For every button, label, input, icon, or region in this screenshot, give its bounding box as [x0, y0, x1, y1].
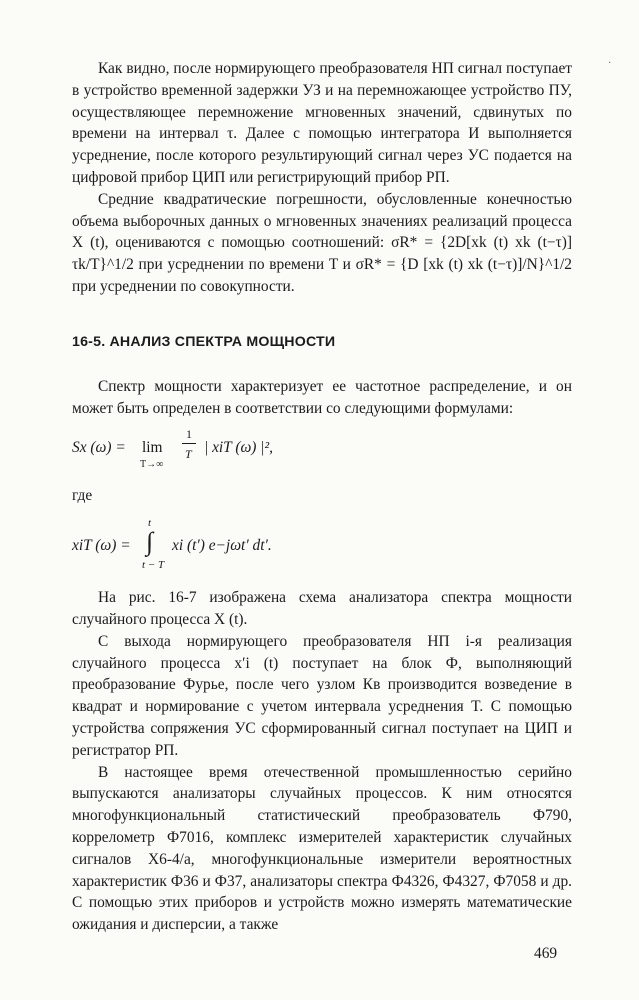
- formula-fourier: [72, 513, 572, 579]
- paragraph-2: Средние квадратические погрешности, обусловленные конечностью объема выборочных данных о мгновенных значениях реализаций процесса X (t), оцениваются с помощью соотношений: σR* = {2D[xk (t) xk (t−τ)] τk/T}^1/2 при усреднении по времени T и σR* = {D [xk (t) xk (t−τ)]/N}^1/2 при усреднении по совокупности.: [72, 190, 572, 295]
- formula-1-frac-num: 1: [186, 427, 192, 442]
- formula-2-int-lower: t − T: [142, 559, 165, 572]
- page-number: 469: [534, 945, 558, 962]
- paragraph-5: С выхода нормирующего преобразователя НП i-я реализация случайного процесса x′i (t) поступает на блок Ф, выполняющий преобразование Фурье, после чего узлом Кв производится возведение в квадрат и нормирование с учетом интервала усреднения T. С помощью устройства сопряжения УС сформированный сигнал поступает на ЦИП и регистратор РП.: [72, 632, 572, 759]
- formula-spectrum: [72, 425, 572, 481]
- where-label: где: [72, 487, 93, 505]
- paragraph-4: На рис. 16-7 изображена схема анализатора спектра мощности случайного процесса X (t).: [72, 589, 572, 628]
- section-heading: 16-5. АНАЛИЗ СПЕКТРА МОЩНОСТИ: [72, 333, 336, 350]
- formula-1-lhs: Sx (ω) =: [72, 439, 126, 457]
- paragraph-1: Как видно, после нормирующего преобразователя НП сигнал поступает в устройство временной задержки УЗ и на перемножающее устройство ПУ, осуществляющее перемножение мгновенных значений, сдвинутых по времени на интервал τ. Далее с помощью интегратора И выполняется усреднение, после которого результирующий сигнал через УС подается на цифровой прибор ЦИП или регистрирующий прибор РП.: [72, 60, 572, 186]
- formula-1-frac-bar: [182, 443, 196, 444]
- formula-2-lhs: xiT (ω) =: [72, 537, 131, 555]
- paragraph-6: В настоящее время отечественной промышленностью серийно выпускаются анализаторы случайных процессов. К ним относятся многофункциональный статистический преобразователь Ф790, коррелометр Ф7016, комплекс измерителей характеристик случайных сигналов Х6-4/а, многофункциональные измерители вероятностных характеристик Ф36 и Ф37, анализаторы спектра Ф4326, Ф4327, Ф7058 и др. С помощью этих приборов и устройств можно измерять математические ожидания и дисперсии, а также: [72, 763, 572, 934]
- paragraph-3: Спектр мощности характеризует ее частотное распределение, и он может быть определен в соответствии со следующими формулами:: [72, 377, 572, 417]
- formula-2-int-sign: ∫: [146, 527, 154, 557]
- margin-mark: ·: [608, 58, 612, 69]
- formula-1-lim-sub: T→∞: [140, 459, 164, 471]
- formula-1-rhs: | xiT (ω) |²,: [204, 439, 273, 457]
- page-body: [72, 58, 572, 936]
- formula-2-int-upper: t: [148, 517, 152, 530]
- formula-2-integrand: xi (t′) e−jωt′ dt′.: [172, 537, 272, 555]
- formula-1-frac-den: T: [185, 447, 192, 462]
- formula-1-lim: lim: [142, 439, 163, 457]
